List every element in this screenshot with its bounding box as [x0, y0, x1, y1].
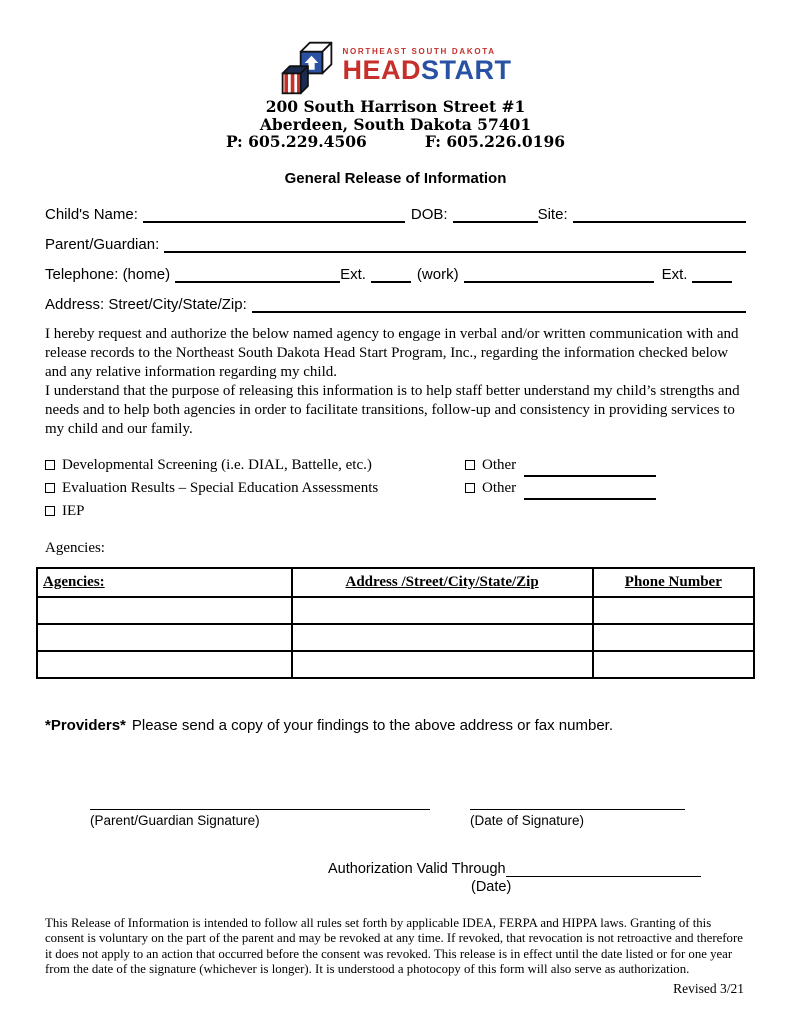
- telephone-home-label: Telephone: (home): [45, 265, 171, 283]
- intro-paragraph-2: I understand that the purpose of releasing this information is to help staff better understand my child’s strengths and needs and to help both agencies in order to facilitate transitions, follow-up and consistency in providing services to my child and our family.: [45, 382, 740, 437]
- childs-name-label: Child's Name:: [45, 205, 138, 223]
- address-line-1: 200 South Harrison Street #1: [265, 97, 526, 116]
- headstart-logo: [45, 40, 746, 96]
- table-cell: [292, 597, 593, 624]
- form-title: General Release of Information: [284, 169, 507, 187]
- ext-label-2: Ext.: [661, 265, 688, 283]
- header-address: Address /Street/City/State/Zip: [292, 568, 593, 597]
- agencies-table-header-row: [37, 568, 754, 597]
- check-label: IEP: [62, 502, 85, 519]
- row-child-name: [45, 202, 746, 223]
- checkbox-icon: [45, 483, 55, 493]
- table-cell: [37, 651, 292, 678]
- toy-blocks-icon: [279, 40, 335, 96]
- logo-brand-head: HEAD: [342, 55, 421, 85]
- home-phone-line: [175, 264, 340, 283]
- check-row-2: [45, 477, 746, 500]
- check-row-1: [45, 454, 746, 477]
- date-signature-block: [470, 792, 685, 828]
- logo-brand: [342, 57, 511, 84]
- providers-emphasis: *Providers*: [45, 716, 126, 734]
- childs-name-line: [143, 204, 405, 223]
- date-signature-label: (Date of Signature): [470, 812, 585, 828]
- table-cell: [37, 597, 292, 624]
- parent-signature-label: (Parent/Guardian Signature): [90, 812, 260, 828]
- org-address-block: [45, 98, 746, 151]
- site-label: Site:: [537, 205, 568, 223]
- table-row: [37, 624, 754, 651]
- legal-disclaimer: This Release of Information is intended to follow all rules set forth by applicable IDEA, FERPA and HIPPA laws. Granting of this consent is voluntary on the part of the parent and may be revoked at any time. If revoked, that revocation is not retroactive and therefore it does not apply to an action that occurred before the consent was revoked. This release is in effect until the date listed or for one year from the date of the signature (whichever is longer). It is understood a photocopy of this form will also serve as authorization.: [45, 915, 743, 977]
- check-row-3: [45, 500, 746, 523]
- release-checkboxes: [45, 454, 746, 523]
- dob-line: [453, 204, 538, 223]
- logo-tagline: NORTHEAST SOUTH DAKOTA: [342, 47, 496, 56]
- logo-wordmark: [342, 40, 511, 84]
- table-cell: [37, 624, 292, 651]
- table-cell: [292, 651, 593, 678]
- check-item-developmental-screening: [45, 454, 465, 477]
- other-label-1: Other: [482, 456, 517, 473]
- intro-paragraph-1: I hereby request and authorize the below named agency to engage in verbal and/or written communication with and release records to the Northeast South Dakota Head Start Program, Inc., regarding the information checked below and any relative information regarding my child.: [45, 325, 739, 380]
- logo-brand-start: START: [421, 55, 512, 85]
- checkbox-icon: [465, 483, 475, 493]
- check-label: Developmental Screening (i.e. DIAL, Battelle, etc.): [62, 456, 372, 473]
- other-line-2: [524, 482, 656, 500]
- table-row: [37, 651, 754, 678]
- ext-line-2: [692, 264, 732, 283]
- table-cell: [292, 624, 593, 651]
- checkbox-icon: [465, 460, 475, 470]
- authorization-section: [328, 857, 746, 895]
- row-address: [45, 292, 746, 313]
- ext-line-1: [371, 264, 411, 283]
- phone-fax-row: [226, 133, 565, 151]
- dob-label: DOB:: [410, 205, 448, 223]
- parent-guardian-line: [164, 234, 746, 253]
- other-line-1: [524, 459, 656, 477]
- checkbox-icon: [45, 460, 55, 470]
- check-item-iep: [45, 500, 465, 523]
- providers-note: [45, 717, 746, 734]
- table-cell: [593, 624, 754, 651]
- checkbox-icon: [45, 506, 55, 516]
- form-fields: [45, 202, 746, 313]
- check-label: Evaluation Results – Special Education Assessments: [62, 479, 379, 496]
- phone-number: P: 605.229.4506: [225, 132, 367, 151]
- agencies-section-label: Agencies:: [45, 539, 105, 556]
- work-phone-line: [464, 264, 654, 283]
- date-signature-line: [470, 792, 685, 810]
- signature-section: [45, 792, 746, 828]
- check-item-evaluation-results: [45, 477, 465, 500]
- providers-text: Please send a copy of your findings to the above address or fax number.: [131, 716, 614, 734]
- intro-paragraphs: [45, 325, 746, 439]
- table-cell: [593, 597, 754, 624]
- header-agencies: Agencies:: [37, 568, 292, 597]
- check-item-other-1: [465, 454, 656, 477]
- address-line-2: Aberdeen, South Dakota 57401: [259, 114, 532, 134]
- parent-signature-block: [90, 792, 430, 828]
- address-line: [252, 294, 746, 313]
- revision-note: Revised 3/21: [673, 980, 744, 996]
- work-label: (work): [416, 265, 459, 283]
- authorization-label: Authorization Valid Through: [328, 860, 506, 877]
- agencies-table: [36, 567, 755, 679]
- row-telephone: [45, 262, 746, 283]
- parent-guardian-label: Parent/Guardian:: [45, 235, 160, 253]
- check-item-other-2: [465, 477, 656, 500]
- site-line: [573, 204, 746, 223]
- table-cell: [593, 651, 754, 678]
- header-phone-number: Phone Number: [593, 568, 754, 597]
- parent-signature-line: [90, 792, 430, 810]
- ext-label-1: Ext.: [340, 265, 366, 283]
- fax-number: F: 605.226.0196: [424, 132, 566, 151]
- other-label-2: Other: [482, 479, 517, 496]
- authorization-date-caption: (Date): [471, 878, 512, 895]
- authorization-row: [328, 857, 746, 877]
- row-parent-guardian: [45, 232, 746, 253]
- address-label: Address: Street/City/State/Zip:: [45, 295, 247, 313]
- authorization-date-line: [506, 859, 701, 877]
- table-row: [37, 597, 754, 624]
